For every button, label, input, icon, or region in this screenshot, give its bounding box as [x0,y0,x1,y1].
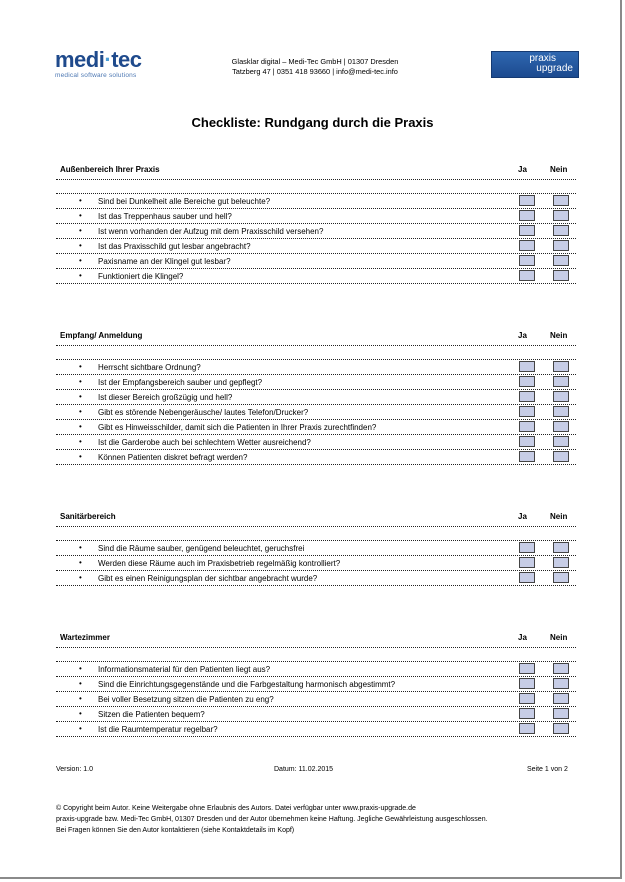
section-spacer [56,527,576,540]
column-ja-label: Ja [518,512,527,521]
checklist-row [56,420,576,435]
bullet-icon: • [79,407,82,416]
column-nein-label: Nein [550,331,568,340]
checklist-row [56,707,576,722]
bullet-icon: • [79,196,82,205]
logo-wordmark [55,49,165,71]
section-heading: Wartezimmer [60,633,110,642]
checklist-question: Ist das Praxisschild gut lesbar angebracht? [98,242,251,251]
checklist-row [56,556,576,571]
bullet-icon: • [79,573,82,582]
checkbox-ja[interactable] [519,451,535,462]
checkbox-ja[interactable] [519,361,535,372]
checkbox-nein[interactable] [553,708,569,719]
checklist-question: Funktioniert die Klingel? [98,272,184,281]
checklist-row [56,571,576,586]
bullet-icon: • [79,377,82,386]
checkbox-nein[interactable] [553,723,569,734]
checkbox-nein[interactable] [553,210,569,221]
checkbox-nein[interactable] [553,225,569,236]
checklist-row [56,375,576,390]
checklist-row [56,692,576,707]
checkbox-nein[interactable] [553,678,569,689]
checkbox-ja[interactable] [519,693,535,704]
bullet-icon: • [79,543,82,552]
bullet-icon: • [79,271,82,280]
contact-line-2: Tatzberg 47 | 0351 418 93660 | info@medi-tec.info [232,67,398,76]
checklist-row [56,405,576,420]
page-title: Checkliste: Rundgang durch die Praxis [191,115,434,130]
checkbox-nein[interactable] [553,255,569,266]
checkbox-nein[interactable] [553,361,569,372]
checklist-question: Ist wenn vorhanden der Aufzug mit dem Praxisschild versehen? [98,227,324,236]
checkbox-ja[interactable] [519,255,535,266]
contact-block [210,57,420,77]
checklist-row [56,541,576,556]
checkbox-nein[interactable] [553,240,569,251]
bullet-icon: • [79,211,82,220]
checkbox-ja[interactable] [519,391,535,402]
checklist-row [56,435,576,450]
checkbox-nein[interactable] [553,270,569,281]
column-ja-label: Ja [518,633,527,642]
checklist-question: Ist die Raumtemperatur regelbar? [98,725,218,734]
checkbox-ja[interactable] [519,240,535,251]
section-heading: Sanitärbereich [60,512,116,521]
section-spacer [56,346,576,359]
column-ja-label: Ja [518,165,527,174]
bullet-icon: • [79,679,82,688]
checklist-question: Sind bei Dunkelheit alle Bereiche gut beleuchte? [98,197,271,206]
checklist-section [56,329,576,465]
checkbox-ja[interactable] [519,421,535,432]
logo-right-line-2: upgrade [536,63,573,74]
bullet-icon: • [79,694,82,703]
checkbox-ja[interactable] [519,557,535,568]
checkbox-ja[interactable] [519,225,535,236]
checklist-question: Werden diese Räume auch im Praxisbetrieb regelmäßig kontrolliert? [98,559,341,568]
checkbox-nein[interactable] [553,451,569,462]
copyright-line-1: © Copyright beim Autor. Keine Weitergabe ohne Erlaubnis des Autors. Datei verfügbar unter www.praxis-upgrade.de [56,805,416,812]
checklist-question: Paxisname an der Klingel gut lesbar? [98,257,231,266]
checklist-row [56,360,576,375]
section-spacer [56,648,576,661]
checklist-row [56,254,576,269]
checkbox-nein[interactable] [553,436,569,447]
logo-dot: · [104,47,112,72]
checklist-row [56,677,576,692]
bullet-icon: • [79,256,82,265]
bullet-icon: • [79,558,82,567]
checkbox-ja[interactable] [519,678,535,689]
bullet-icon: • [79,452,82,461]
checkbox-nein[interactable] [553,376,569,387]
bullet-icon: • [79,724,82,733]
copyright-line-3: Bei Fragen können Sie den Autor kontaktieren (siehe Kontaktdetails im Kopf) [56,827,295,834]
logo-right-line-1: praxis [529,53,556,64]
column-nein-label: Nein [550,633,568,642]
column-nein-label: Nein [550,512,568,521]
checklist-row [56,224,576,239]
checklist-question: Bei voller Besetzung sitzen die Patienten zu eng? [98,695,274,704]
bullet-icon: • [79,709,82,718]
section-header [56,329,576,343]
copyright-line-2: praxis-upgrade bzw. Medi-Tec GmbH, 01307 Dresden und der Autor übernehmen keine Haftung. Jegliche Gewährleistung ausgeschlossen. [56,816,488,823]
checkbox-ja[interactable] [519,723,535,734]
checkbox-ja[interactable] [519,708,535,719]
checklist-row [56,450,576,465]
checkbox-ja[interactable] [519,542,535,553]
checkbox-nein[interactable] [553,542,569,553]
logo-subtitle: medical software solutions [55,72,137,79]
footer-page: Seite 1 von 2 [527,766,568,773]
column-ja-label: Ja [518,331,527,340]
section-header [56,631,576,645]
checklist-row [56,239,576,254]
checklist-question: Können Patienten diskret befragt werden? [98,453,248,462]
checklist-question: Gibt es Hinweisschilder, damit sich die Patienten in Ihrer Praxis zurechtfinden? [98,423,377,432]
bullet-icon: • [79,422,82,431]
section-heading: Empfang/ Anmeldung [60,331,143,340]
section-header [56,163,576,177]
checklist-question: Ist der Empfangsbereich sauber und gepflegt? [98,378,263,387]
checklist-row [56,209,576,224]
checklist-row [56,390,576,405]
checklist-question: Gibt es störende Nebengeräusche/ lautes Telefon/Drucker? [98,408,309,417]
praxis-upgrade-logo [491,51,579,78]
checklist-question: Sitzen die Patienten bequem? [98,710,205,719]
checklist-section [56,163,576,284]
logo-word-a: medi [55,47,105,72]
checklist-question: Sind die Einrichtungsgegenstände und die Farbgestaltung harmonisch abgestimmt? [98,680,396,689]
checkbox-nein[interactable] [553,557,569,568]
checkbox-ja[interactable] [519,406,535,417]
footer-version: Version: 1.0 [56,766,93,773]
checkbox-nein[interactable] [553,406,569,417]
checklist-question: Ist das Treppenhaus sauber und hell? [98,212,232,221]
checklist-question: Gibt es einen Reinigungsplan der sichtbar angebracht wurde? [98,574,318,583]
column-nein-label: Nein [550,165,568,174]
bullet-icon: • [79,437,82,446]
checklist-question: Herrscht sichtbare Ordnung? [98,363,201,372]
checklist-question: Ist die Garderobe auch bei schlechtem Wetter ausreichend? [98,438,311,447]
checklist-question: Sind die Räume sauber, genügend beleuchtet, geruchsfrei [98,544,305,553]
checkbox-ja[interactable] [519,436,535,447]
checkbox-nein[interactable] [553,391,569,402]
checklist-question: Informationsmaterial für den Patienten liegt aus? [98,665,271,674]
checkbox-ja[interactable] [519,270,535,281]
checklist-section [56,510,576,586]
bullet-icon: • [79,362,82,371]
checkbox-nein[interactable] [553,693,569,704]
checkbox-ja[interactable] [519,572,535,583]
copyright-block [56,803,488,836]
bullet-icon: • [79,226,82,235]
bullet-icon: • [79,392,82,401]
checkbox-nein[interactable] [553,663,569,674]
checklist-question: Ist dieser Bereich großzügig und hell? [98,393,233,402]
section-spacer [56,180,576,193]
checklist-row [56,269,576,284]
checkbox-ja[interactable] [519,663,535,674]
section-heading: Außenbereich Ihrer Praxis [60,165,160,174]
section-header [56,510,576,524]
checkbox-nein[interactable] [553,421,569,432]
medi-tec-logo [55,49,165,83]
checklist-row [56,722,576,737]
checklist-section [56,631,576,737]
checkbox-nein[interactable] [553,572,569,583]
bullet-icon: • [79,664,82,673]
checklist-row [56,194,576,209]
contact-line-1: Glasklar digital – Medi-Tec GmbH | 01307 Dresden [231,57,399,66]
bullet-icon: • [79,241,82,250]
footer-date: Datum: 11.02.2015 [274,766,334,773]
logo-word-b: tec [111,47,142,72]
checkbox-ja[interactable] [519,376,535,387]
checklist-row [56,662,576,677]
checkbox-nein[interactable] [553,195,569,206]
checkbox-ja[interactable] [519,195,535,206]
checkbox-ja[interactable] [519,210,535,221]
